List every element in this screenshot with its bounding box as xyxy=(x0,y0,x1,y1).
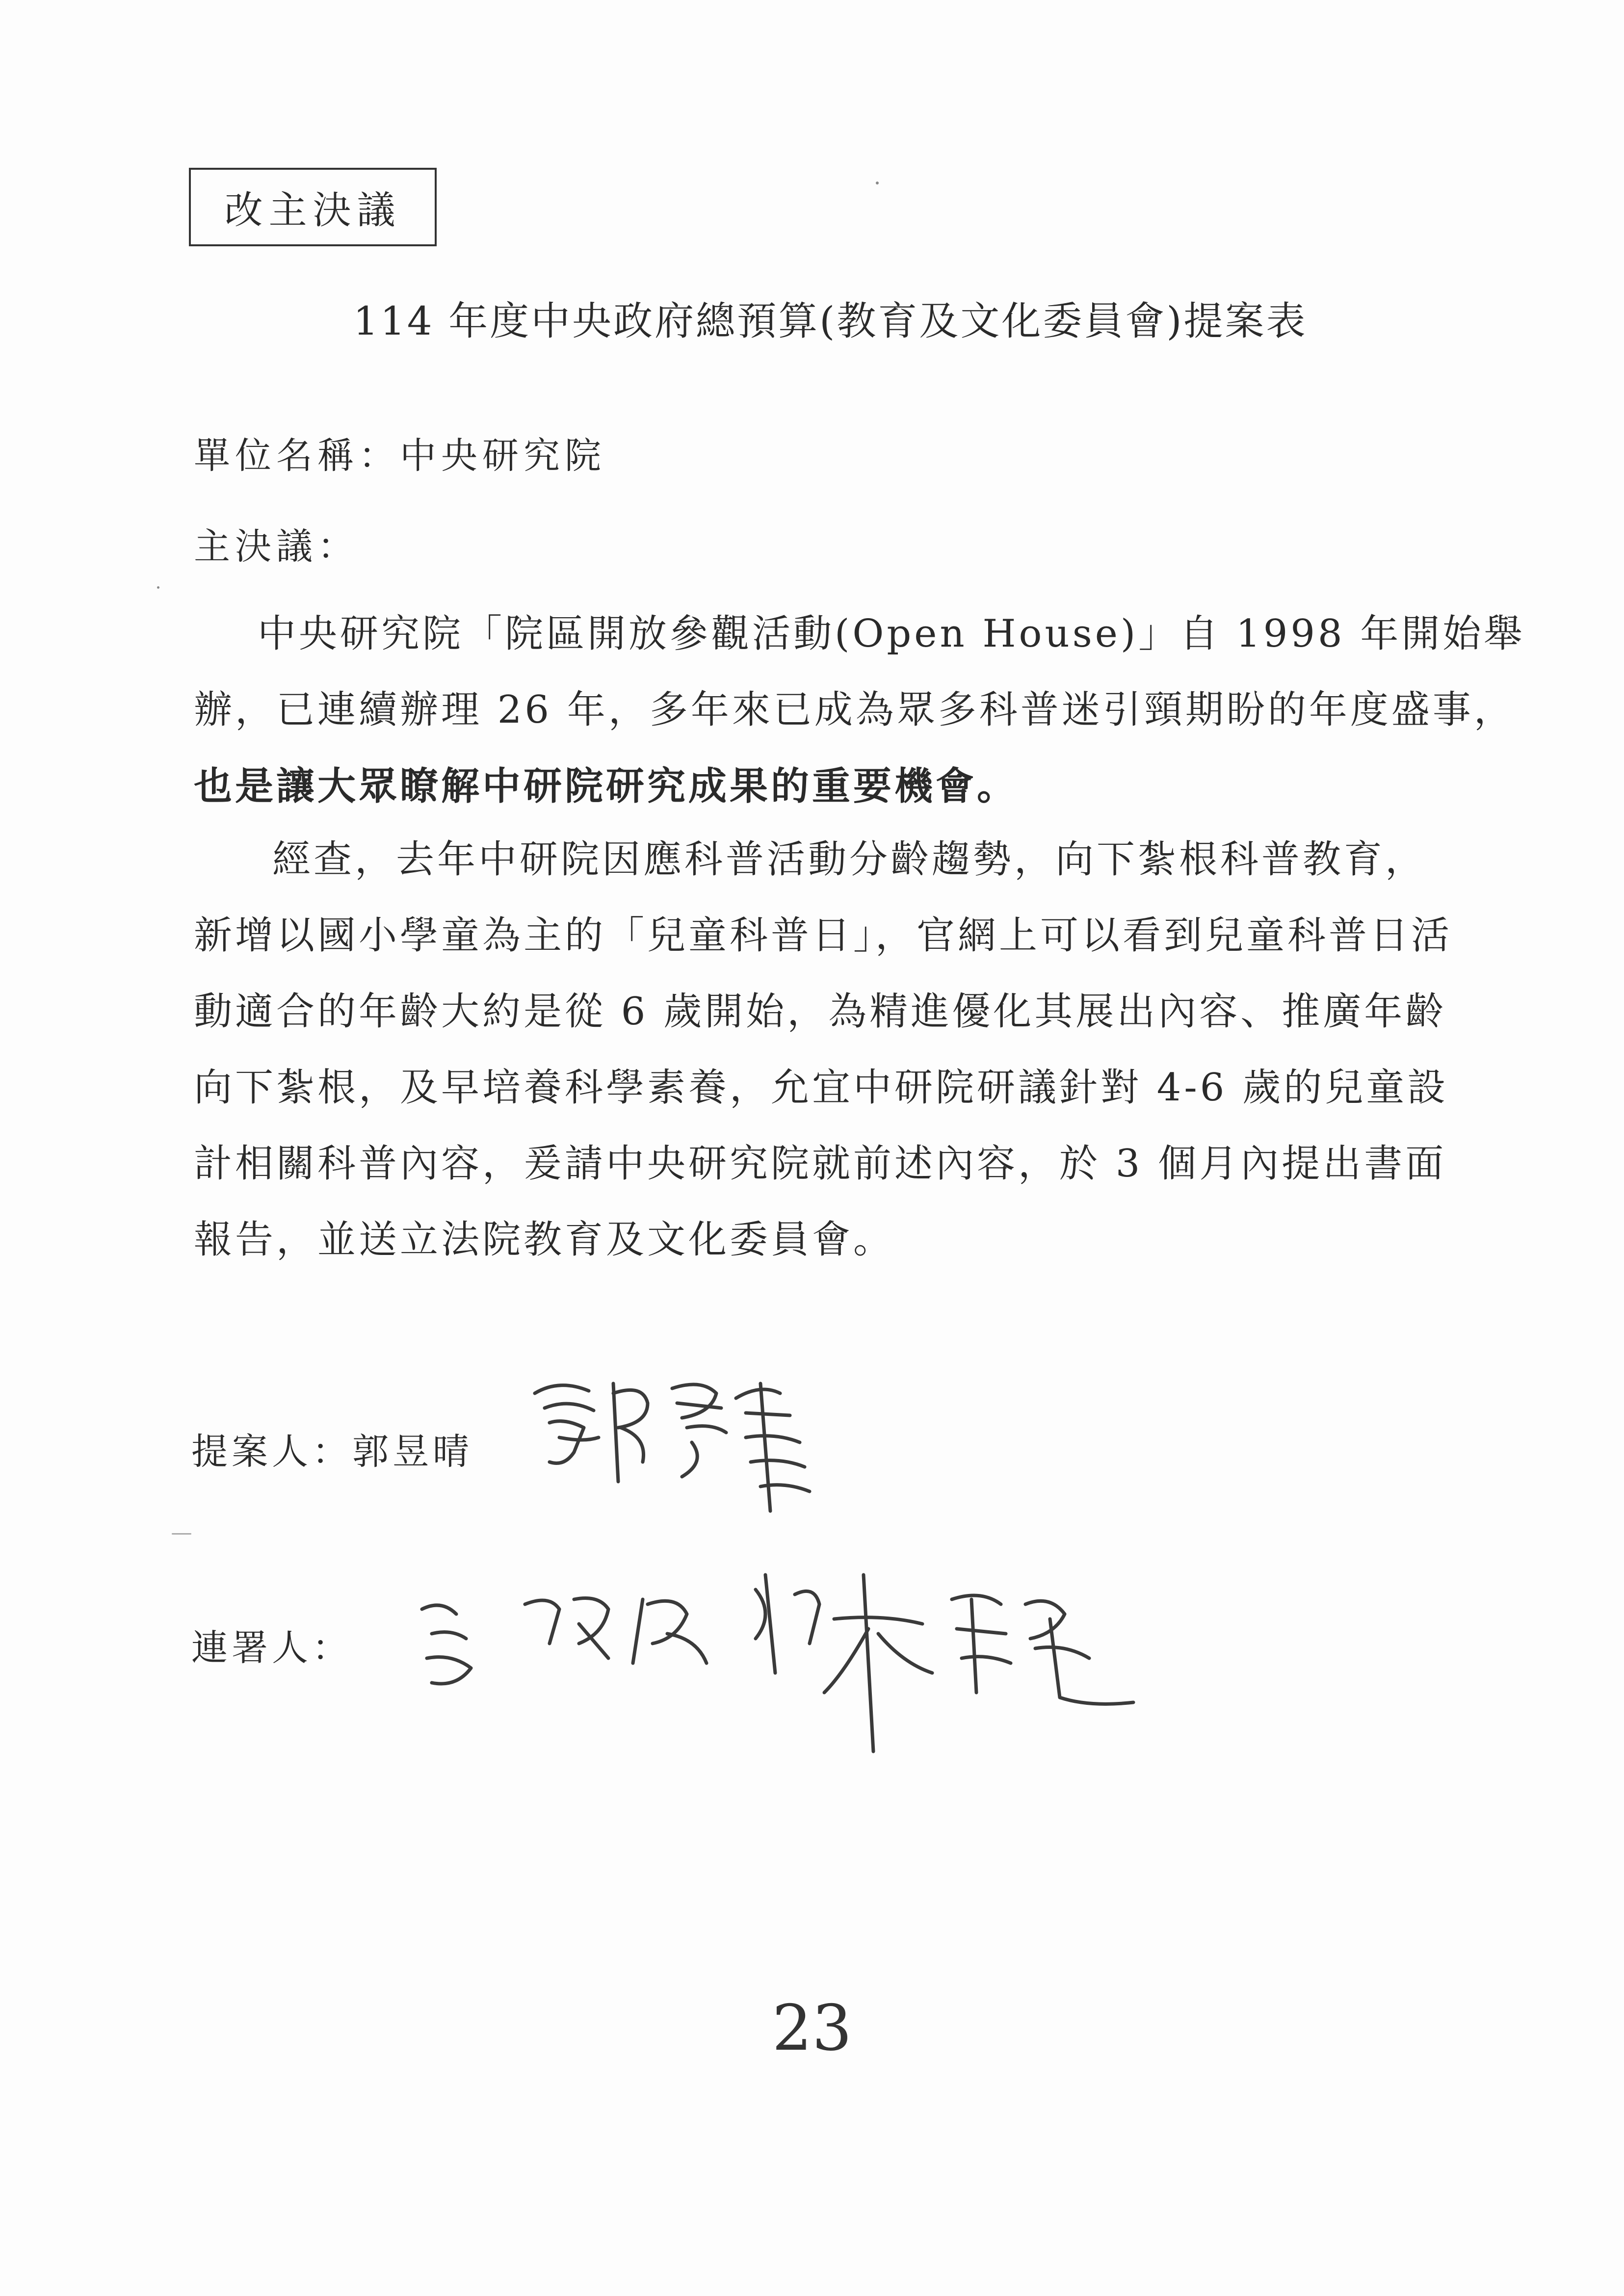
resolution-paragraph-1 xyxy=(194,596,1525,824)
p2-line-6: 報告，並送立法院教育及文化委員會。 xyxy=(194,1218,895,1262)
main-resolution-label: 主決議： xyxy=(194,525,359,568)
cosigner-signature xyxy=(412,1545,1197,1791)
proposer-name: 郭昱晴 xyxy=(352,1431,473,1473)
resolution-paragraph-2 xyxy=(194,822,1469,1278)
p2-line-4: 向下紮根，及早培養科學素養，允宜中研院研議針對 4-6 歲的兒童設 xyxy=(194,1066,1449,1110)
p2-line-1: 經查，去年中研院因應科普活動分齡趨勢，向下紮根科普教育， xyxy=(272,837,1427,882)
unit-name-label: 單位名稱： xyxy=(194,435,400,477)
p2-line-5: 計相關科普內容，爰請中央研究院就前述內容，於 3 個月內提出書面 xyxy=(194,1142,1447,1186)
document-title: 114 年度中央政府總預算(教育及文化委員會)提案表 xyxy=(353,298,1308,344)
unit-name-value: 中央研究院 xyxy=(400,435,606,477)
unit-name-row xyxy=(194,427,606,479)
cosigner-row xyxy=(191,1619,352,1671)
scan-speck xyxy=(876,182,879,184)
scan-speck xyxy=(157,586,159,589)
cosigner-label: 連署人： xyxy=(191,1627,352,1669)
p2-line-3: 動適合的年齡大約是從 6 歲開始，為精進優化其展出內容、推廣年齡 xyxy=(194,990,1447,1034)
p1-line-1: 中央研究院「院區開放參觀活動(Open House)」自 1998 年開始舉 xyxy=(258,612,1525,656)
p2-line-2: 新增以國小學童為主的「兒童科普日」，官網上可以看到兒童科普日活 xyxy=(194,913,1453,958)
page-number: 23 xyxy=(772,1992,852,2065)
p1-line-3: 也是讓大眾瞭解中研院研究成果的重要機會。 xyxy=(194,764,1019,809)
p1-line-2: 辦，已連續辦理 26 年，多年來已成為眾多科普迷引頸期盼的年度盛事， xyxy=(194,688,1515,732)
proposer-label: 提案人： xyxy=(191,1431,352,1473)
resolution-type-box: 改主決議 xyxy=(189,168,437,246)
proposer-signature xyxy=(515,1364,829,1521)
scan-speck xyxy=(172,1533,191,1535)
proposer-row xyxy=(191,1423,473,1475)
